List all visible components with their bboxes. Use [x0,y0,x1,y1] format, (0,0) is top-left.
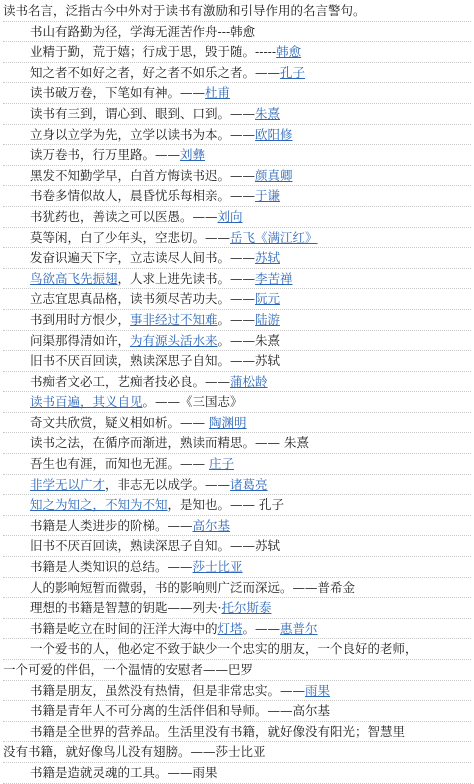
quote-text: 人的影响短暂而微弱，书的影响则广泛而深远。——普希金 [30,579,356,595]
author-link[interactable]: 阮元 [255,291,281,307]
quote-line [3,42,471,63]
author-link[interactable]: 陆游 [255,311,281,327]
quote-text: 立志宜思真品格，读书须尽苦功夫。—— [30,291,256,307]
quote-text: 书痴者文必工，艺痴者技必良。—— [30,373,231,389]
quote-text: 立身以立学为先，立学以读书为本。—— [30,126,256,142]
quote-line [3,351,471,372]
quote-text: 旧书不厌百回读，熟读深思子自知。——苏轼 [30,538,281,554]
quote-line [3,475,471,496]
quote-line [3,598,471,619]
author-link[interactable]: 诸葛亮 [230,476,268,492]
quote-text: 发奋识遍天下字，立志读尽人间书。—— [30,250,256,266]
quote-line [3,166,471,187]
quote-line [3,701,471,722]
author-link[interactable]: 刘向 [217,208,243,224]
quote-line [3,207,471,228]
quote-text: 。——朱熹 [217,332,281,348]
quote-text: 业精于勤，荒于嬉；行成于思，毁于随。----- [30,44,277,60]
author-link[interactable]: 惠普尔 [280,620,318,636]
quote-line [3,722,471,743]
quote-line [3,145,471,166]
quote-line [3,557,471,578]
author-link[interactable]: 托尔斯泰 [221,600,272,616]
quote-line [3,495,471,516]
quote-text: 书籍是人类知识的总结。—— [30,559,193,575]
author-link[interactable]: 鸟欲高飞先振翅 [30,270,118,286]
author-link[interactable]: 雨果 [305,682,331,698]
author-link[interactable]: 事非经过不知难 [130,311,218,327]
quote-line [3,619,471,640]
quote-line [3,22,471,43]
quote-text: 没有书籍，就好像鸟儿没有翅膀。——莎士比亚 [3,744,266,760]
author-link[interactable]: 知之为知之，不知为不知 [30,497,168,513]
quote-text: 书籍是朋友，虽然没有热情，但是非常忠实。—— [30,682,306,698]
quote-line [3,186,471,207]
quote-text: 书籍是全世界的营养品。生活里没有书籍，就好像没有阳光；智慧里 [30,723,406,739]
author-link[interactable]: 读书百遍，其义自见 [30,394,143,410]
quote-text: 知之者不如好之者，好之者不如乐之者。—— [30,64,281,80]
quote-text: 书犹药也，善读之可以医愚。—— [30,208,218,224]
quote-text: 书籍是屹立在时间的汪洋大海中的 [30,620,218,636]
author-link[interactable]: 蒲松龄 [230,373,268,389]
quote-text: 读书之法，在循序而渐进，熟读而精思。—— 朱熹 [30,435,309,451]
author-link[interactable]: 孔子 [280,64,306,80]
quote-text: ，是知也。—— 孔子 [167,497,284,513]
quote-line [3,1,471,22]
author-link[interactable]: 莎士比亚 [192,559,243,575]
quote-text: 。—— [242,620,281,636]
quote-text: 书卷多情似故人，晨昏忧乐每相亲。—— [30,188,256,204]
author-link[interactable]: 岳飞《满江红》 [230,229,318,245]
author-link[interactable]: 为有源头活水来 [130,332,218,348]
quote-text: 读书有三到，谓心到、眼到、口到。—— [30,105,256,121]
author-link[interactable]: 刘彝 [180,147,206,163]
quote-text: 吾生也有涯，而知也无涯。—— [30,456,209,472]
author-link[interactable]: 高尔基 [192,517,231,533]
quote-text: 。—— [217,311,256,327]
quote-line [3,454,471,475]
author-link[interactable]: 李苦禅 [255,270,293,286]
quote-line [3,310,471,331]
quote-line [3,660,471,681]
quote-line [3,269,471,290]
quote-text: 旧书不厌百回读，熟读深思子自知。——苏轼 [30,353,281,369]
quote-text: 黑发不知勤学早，白首方悔读书迟。—— [30,167,256,183]
quote-line [3,413,471,434]
quote-line [3,742,471,763]
author-link[interactable]: 陶渊明 [208,414,247,430]
quote-line [3,639,471,660]
author-link[interactable]: 颜真卿 [255,167,293,183]
quote-text: 问渠那得清如许， [30,332,131,348]
quote-line [3,289,471,310]
quote-line [3,578,471,599]
author-link[interactable]: 杜甫 [205,85,231,101]
quote-line [3,433,471,454]
quote-text: 读书名言，泛指古今中外对于读书有激励和引导作用的名言警句。 [3,3,366,18]
quote-line [3,372,471,393]
author-link[interactable]: 庄子 [208,456,234,472]
quote-line [3,536,471,557]
quote-text: 莫等闲，白了少年头，空悲切。—— [30,229,231,245]
quote-text: 理想的书籍是智慧的钥匙——列夫· [30,600,222,616]
quote-text: ，非志无以成学。—— [105,476,231,492]
quote-line [3,331,471,352]
author-link[interactable]: 于谦 [255,188,281,204]
author-link[interactable]: 韩愈 [276,44,302,60]
quote-line [3,516,471,537]
quote-line [3,125,471,146]
quote-text: ，人求上进先读书。—— [117,270,256,286]
quote-text: 。——《三国志》 [142,394,243,410]
quote-line [3,681,471,702]
quote-text: 书到用时方恨少， [30,311,131,327]
quote-text: 书籍是人类进步的阶梯。—— [30,517,193,533]
author-link[interactable]: 苏轼 [255,250,281,266]
quote-line [3,228,471,249]
quote-text: 奇文共欣赏，疑义相如析。—— [30,414,209,430]
quote-line [3,763,471,784]
quote-line [3,248,471,269]
quote-text: 一个可爱的伴侣，一个温情的安慰者——巴罗 [3,662,254,677]
author-link[interactable]: 非学无以广才 [30,476,106,492]
quote-text: 书山有路勤为径，学海无涯苦作舟---韩愈 [30,23,256,39]
quote-line [3,392,471,413]
author-link[interactable]: 欧阳修 [255,126,293,142]
author-link[interactable]: 灯塔 [217,620,243,636]
quote-text: 书籍是造就灵魂的工具。——雨果 [30,764,218,780]
quote-line [3,104,471,125]
author-link[interactable]: 朱熹 [255,105,281,121]
quote-line [3,63,471,84]
quote-text: 读书破万卷，下笔如有神。—— [30,85,206,101]
quote-line [3,83,471,104]
quote-text: 一个爱书的人，他必定不致于缺少一个忠实的朋友，一个良好的老师， [30,641,418,657]
quote-text: 书籍是青年人不可分离的生活伴侣和导师。——高尔基 [30,703,331,719]
quote-text: 读万卷书，行万里路。—— [30,147,181,163]
